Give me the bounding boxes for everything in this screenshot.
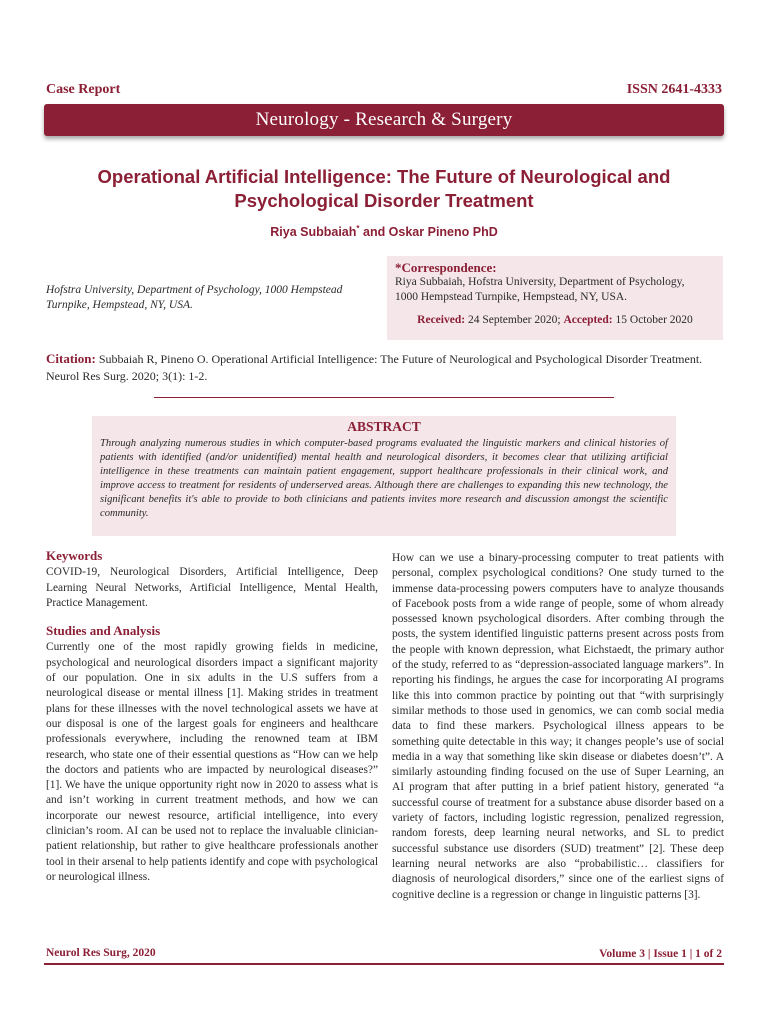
accepted-label: Accepted: xyxy=(563,314,613,326)
accepted-date: 15 October 2020 xyxy=(612,314,693,326)
correspondence-line-2: 1000 Hempstead Turnpike, Hempstead, NY, USA. xyxy=(395,291,628,303)
correspondence-heading: *Correspondence: xyxy=(395,260,497,275)
citation-label: Citation: xyxy=(46,351,96,366)
affiliation xyxy=(46,283,376,313)
dates xyxy=(395,313,715,328)
author-mark: * xyxy=(356,224,360,233)
author-rest: and Oskar Pineno PhD xyxy=(359,225,498,240)
studies-heading: Studies and Analysis xyxy=(46,623,161,639)
citation xyxy=(46,350,726,385)
abstract-box xyxy=(92,416,676,536)
left-column xyxy=(46,548,378,885)
footer-page-info: Volume 3 | Issue 1 | 1 of 2 xyxy=(599,948,722,960)
author-first: Riya Subbaiah xyxy=(270,225,357,240)
abstract-text: Through analyzing numerous studies in which computer-based programs evaluated the linguistic markers and clinical histories of patients with identified (and/or unidentified) mental health and neurological disorders, it becomes clear that utilizing artificial intelligence in these treatments can maintain patient engagement, support healthcare professionals in their clinical work, and improve access to treatment for residents of underserved areas. Although there are challenges to expanding this new technology, the significant benefits it's able to provide to both clinicians and patients invites more research and discussion amongst the scientific community. xyxy=(100,438,668,519)
article-type-label: Case Report xyxy=(46,82,121,97)
correspondence-box xyxy=(387,256,723,340)
affiliation-line-2: Turnpike, Hempstead, NY, USA. xyxy=(46,299,193,311)
received-label: Received: xyxy=(417,314,466,326)
journal-name: Neurology - Research & Surgery xyxy=(255,109,513,130)
title-line-2: Psychological Disorder Treatment xyxy=(234,190,534,211)
keywords-heading: Keywords xyxy=(46,548,103,563)
journal-banner xyxy=(44,104,724,136)
divider xyxy=(154,397,614,398)
footer-citation: Neurol Res Surg, 2020 xyxy=(46,947,156,959)
received-date: 24 September 2020; xyxy=(465,314,564,326)
author-list xyxy=(0,224,768,239)
title-line-1: Operational Artificial Intelligence: The Future of Neurological and xyxy=(97,166,671,187)
article-title xyxy=(60,165,708,213)
correspondence-line-1: Riya Subbaiah, Hofstra University, Department of Psychology, xyxy=(395,276,685,288)
citation-text: Subbaiah R, Pineno O. Operational Artificial Intelligence: The Future of Neurological and Psychological Disorder Treatment. Neurol Res Surg. 2020; 3(1): 1-2. xyxy=(46,352,703,383)
keywords-text: COVID-19, Neurological Disorders, Artificial Intelligence, Deep Learning Neural Networks, Artificial Intelligence, Mental Health, Practice Management. xyxy=(46,566,378,609)
right-column xyxy=(392,551,724,903)
right-column-text: How can we use a binary-processing computer to treat patients with personal, complex psychological conditions? One study turned to the immense data-processing powers computers have to analyze thousands of Facebook posts from a wide range of people, some of whom already possessed known psychological disorders. After combing through the posts, the system identified linguistic patterns present across posts from the people with known depression, what Eichstaedt, the primary author of the study, referred to as “depression-associated language markers”. In reporting his findings, he argues the case for incorporating AI programs like this into common practice by pointing out that “with surprisingly similar methods to those used in genomics, we can comb social media data to find these markers. Psychological illness appears to be something quite detectable in this way; it changes people’s use of social media in a way that something like skin disease or diabetes doesn’t”. A similarly astounding finding focused on the use of Super Learning, an AI program that after putting in a brief patient history, generated “a successful course of treatment for a substance abuse disorder based on a variety of factors, including logistic regression, penalized regression, random forests, deep learning neural networks, and SL to predict successful substance use disorders (SUD) treatment” [2]. These deep learning neural networks are also “probabilistic… classifiers for diagnosis of neurological disorders,” since one of the earliest signs of cognitive decline is a regression or change in linguistic patterns [3]. xyxy=(392,552,724,901)
footer-divider xyxy=(44,963,724,965)
affiliation-line-1: Hofstra University, Department of Psychology, 1000 Hempstead xyxy=(46,284,343,296)
studies-text: Currently one of the most rapidly growing fields in medicine, psychological and neurological disorders impact a significant majority of our population. One in six adults in the U.S suffers from a neurological disease or mental illness [1]. Making strides in treatment plans for these illnesses with the novel technological assets we have at our disposal is one of the largest goals for engineers and healthcare professionals everywhere, including the renowned team at IBM research, who state one of their essential questions as “How can we help the doctors and patients who are impacted by neurological diseases?” [1]. We have the unique opportunity right now in 2020 to assess what is and isn’t working in current treatment methods, and how we can incorporate our newest resource, artificial intelligence, into every clinician’s room. AI can be used not to replace the invaluable clinician-patient relationship, but rather to give healthcare professionals another tool in their arsenal to help patients identify and cope with psychological or neurological illness. xyxy=(46,641,378,883)
abstract-heading: ABSTRACT xyxy=(347,419,421,434)
issn-label: ISSN 2641-4333 xyxy=(626,82,722,97)
